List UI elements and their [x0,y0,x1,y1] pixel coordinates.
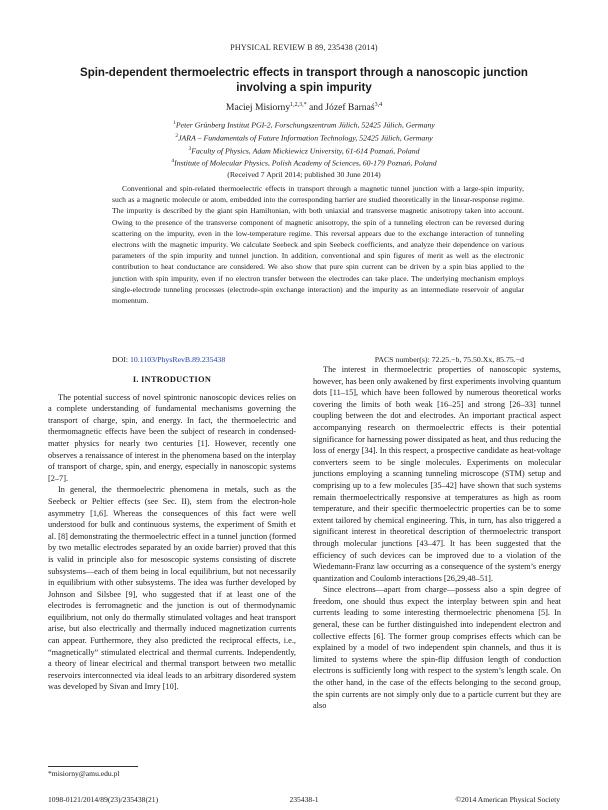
affiliation: $^1$Peter Grünberg Institut PGI-2, Forschungszentrum Jülich, 52425 Jülich, Germany [173,120,435,130]
right-column [313,364,561,712]
affiliations [40,118,568,180]
affiliation: $^4$Institute of Molecular Physics, Polish Academy of Sciences, 60-179 Poznań, Poland [171,158,437,168]
affiliation: $^2$JARA – Fundamentals of Future Information Technology, 52425 Jülich, Germany [175,132,433,143]
doi-link[interactable]: 10.1103/PhysRevB.89.235438 [129,355,226,364]
abstract: Conventional and spin-related thermoelectric effects in transport through a magnetic tunnel junction with a large-spin impurity, such as a magnetic molecule or atom, embedded into the corresponding barrier are studied theoretically in the linear-response regime. The impurity is described by the giant spin Hamiltonian, with both uniaxial and transverse magnetic anisotropy taken into account. Owing to the presence of the transverse component of magnetic anisotropy, the spin of a tunneling electron can be reversed during scattering on the impurity, even in the low-temperature regime. This reversal appears due to the exchange interaction of tunneling electrons with the magnetic impurity. We calculate Seebeck and spin Seebeck coefficients, and analyze their dependence on various parameters of the spin impurity and tunnel junction. In addition, conventional and spin figures of merit as well as the electronic contribution to heat conductance are considered. We also show that pure spin current can be driven by a spin bias applied to the junction with spin impurity, even if no electron transfer between the electrodes can take place. The underlying mechanism employs single-electrode tunneling processes (electrode-spin exchange interaction) and the impurity as an intermediate reservoir of angular momentum. [112,184,524,306]
author-affil-marks: 3,4 [374,102,383,108]
section-heading: I. INTRODUCTION [132,375,212,384]
received-dates: (Received 7 April 2014; published 30 June 2014) [227,170,381,180]
author-affil-marks: 1,2,3,* [290,102,307,108]
author-name: Maciej Misiorny [225,102,291,114]
paragraph: Since electrons—apart from charge—possess also a spin degree of freedom, one should thus expect the interplay between spin and heat currents leading to some interesting thermoelectric phenomena [5]. In general, these can be further distinguished into independent electron and collective effects [6]. The former group comprises effects which can be explained by a model of two independent spin channels, and thus it is limited to systems where the spin-flip diffusion length of conduction electrons is sufficiently long with respect to the system’s length scale. On the other hand, in the case of the effects belonging to the second group, the spin currents are not simply only due to a particle current but they are also [313,585,561,711]
paragraph: The potential success of novel spintronic nanoscopic devices relies on a complete understanding of fundamental mechanisms governing the transport of charge, spin, and energy. In fact, the thermoelectric and thermomagnetic effects have been the subject of research in condensed-matter physics for nearly two centuries [1]. However, recently one observes a renaissance of interest in the phenomena based on the interplay of transport of charge, spin, and energy, especially in nanoscopic systems [2–7]. [48,392,296,483]
paragraph: The interest in thermoelectric properties of nanoscopic systems, however, has been only awakened by first experiments involving quantum dots [11–15], which have been followed by numerous theoretical works covering the limits of both weak [16–25] and strong [26–33] tunnel coupling between the dot and electrodes. An important practical aspect accompanying research on thermoelectric effects is their potential significance for harnessing power dissipated as heat, and thus reducing the loss of energy [34]. In this respect, a prospective candidate as heat-voltage converters seem to be single molecules. Experiments on molecular junctions employing a scanning tunneling microscope (STM) setup and comprising up to a few molecules [35–42] have shown that such systems remain thermoelectrically responsive at temperatures as high as room temperature, and their specific thermoelectric properties can be to some extent tailored by chemical engineering. This, in turn, has also triggered a significant interest in theoretical description of thermoelectric transport through molecular junctions [43–47]. It has been suggested that the efficiency of such devices can be improved due to a violation of the Wiedemann-Franz law occurring as a consequence of the system’s energy quantization and Coulomb interactions [26,29,48–51]. [313,365,561,583]
affiliation: $^3$Faculty of Physics, Adam Mickiewicz University, 61-614 Poznań, Poland [188,145,420,156]
author-line [0,102,608,113]
left-column [48,374,296,693]
footnote-divider [48,766,138,767]
paragraph: In general, the thermoelectric phenomena in metals, such as the Seebeck or Peltier effects (see Sec. II), stem from the electron-hole asymmetry [1,6]. Whereas the consequences of this fact were well understood for bulk and continuous systems, the experiment of Smith et al. [8] demonstrating the thermoelectric effect in a tunnel junction (formed by two metallic electrodes separated by an oxide barrier) proved that this is valid in principle also for mesoscopic systems consisting of discrete subsystems—each of them being in local equilibrium, but not necessarily in equilibrium with other subsystems. The idea was further developed by Johnson and Silsbee [9], who suggested that if at least one of the electrodes is ferromagnetic and the junction is out of thermodynamic equilibrium, not only do thermally stimulated voltages and heat transport arise, but also electrically and thermally induced magnetization currents can appear. Furthermore, they also predicted the reciprocal effects, i.e., “magnetically” stimulated electrical and thermal currents. Independently, a theory of linear electrical and thermal transport between two metallic reservoirs interconnected via ideal leads to an arbitrary disordered system was developed by Sivan and Imry [10]. [48,485,296,692]
journal-header: PHYSICAL REVIEW B 89, 235438 (2014) [230,43,378,52]
doi-label: DOI: [112,355,130,364]
doi-line [112,355,524,364]
footer-issn: 1098-0121/2014/89(23)/235438(21) [48,795,159,804]
footer-page-number: 235438-1 [289,795,319,804]
paper-title: Spin-dependent thermoelectric effects in transport through a nanoscopic junction involving a spin impurity [80,67,528,94]
footer-copyright: ©2014 American Physical Society [455,795,560,804]
author-conjunction: and [306,102,326,114]
pacs-numbers: PACS number(s): 72.25.−b, 75.50.Xx, 85.75.−d [374,355,524,364]
author-name: Józef Barnaś [325,102,375,114]
footnote-email[interactable]: *misiorny@amu.edu.pl [48,769,120,778]
page-footer [48,795,560,804]
